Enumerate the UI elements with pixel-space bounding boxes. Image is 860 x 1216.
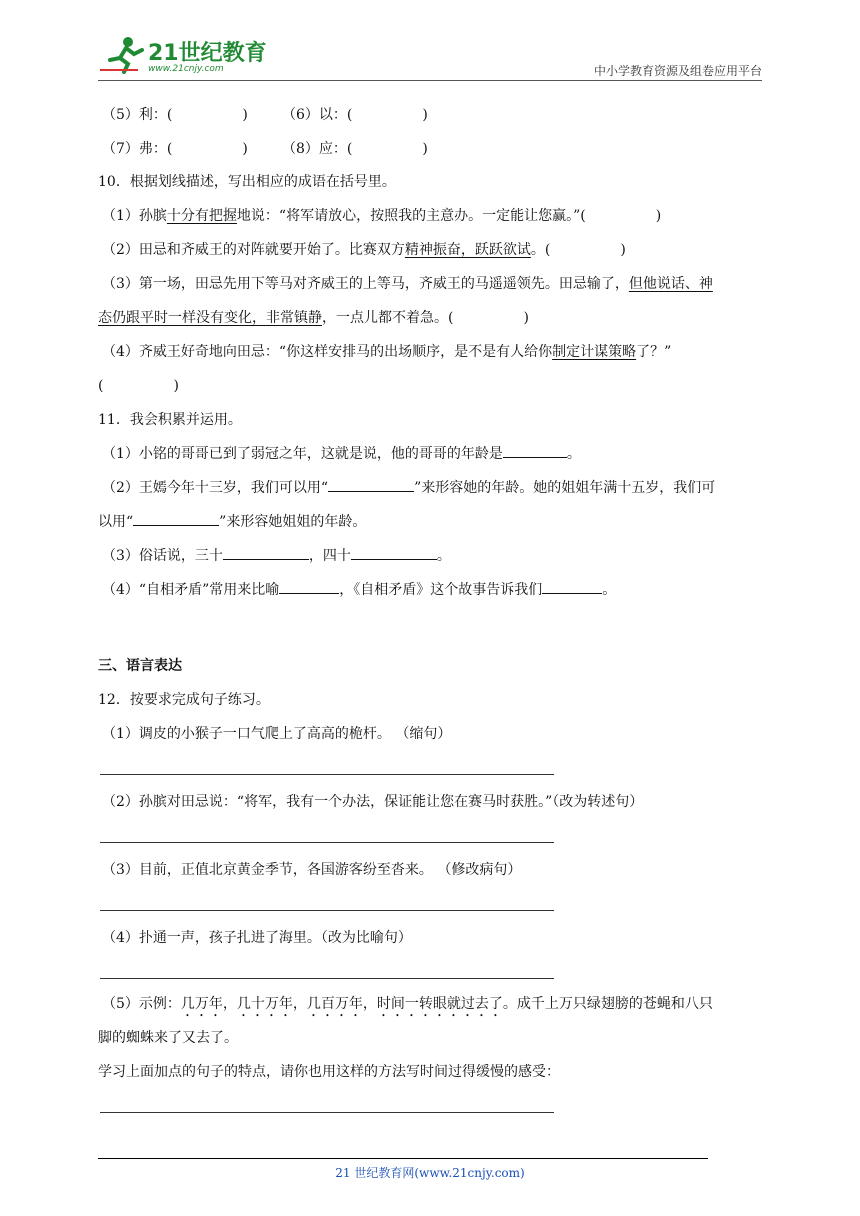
text-segment: （3）俗话说，三十 (102, 548, 223, 564)
text-segment: 。 (566, 446, 581, 462)
fill-blank[interactable] (542, 579, 602, 594)
fill-blank[interactable] (351, 545, 437, 560)
text-segment: （2）田忌和齐威王的对阵就要开始了。比赛双方 (102, 242, 405, 258)
q12-item-5-line-2: 脚的蜘蛛来了又去了。 (98, 1030, 238, 1046)
fill-blank[interactable] (223, 545, 309, 560)
page-footer[interactable]: 21 世纪教育网(www.21cnjy.com) (335, 1166, 525, 1180)
q11-sentence-1 (102, 443, 581, 464)
q11-title: 11．我会积累并运用。 (98, 412, 242, 428)
q12-title: 12．按要求完成句子练习。 (98, 692, 270, 708)
text-segment: ，一点儿都不着急。( ) (322, 310, 529, 326)
dotted-emphasis-phrase: 几万年，几十万年，几百万年，时间一转眼就过去了 (180, 996, 503, 1012)
text-segment: 了？” (636, 344, 672, 360)
answer-line[interactable] (100, 1112, 554, 1113)
text-segment: （4）“自相矛盾”常用来比喻 (102, 582, 280, 598)
text-segment: 。 (602, 582, 617, 598)
text-segment: ，四十 (308, 548, 351, 564)
fill-blank[interactable] (133, 511, 219, 526)
text-segment: （5）示例： (102, 996, 181, 1012)
platform-title: 中小学教育资源及组卷应用平台 (593, 64, 762, 78)
q9-item-6: （6）以：( ) (282, 107, 428, 123)
text-segment: ，《自相矛盾》这个故事告诉我们 (339, 582, 543, 598)
q9-item-8: （8）应：( ) (282, 141, 428, 157)
q9-item-5: （5）利：( ) (102, 107, 248, 123)
text-segment: 。 (436, 548, 451, 564)
text-segment: （1）小铭的哥哥已到了弱冠之年，这就是说，他的哥哥的年龄是 (102, 446, 503, 462)
underlined-phrase: 精神振奋，跃跃欲试 (404, 242, 531, 258)
q12-item-5-line-1 (102, 994, 713, 1020)
text-segment: ”来形容她姐姐的年龄。 (219, 514, 367, 530)
underlined-phrase: 制定计谋策略 (552, 344, 637, 360)
q10-sentence-3-line-1 (102, 274, 713, 294)
q10-sentence-2 (102, 240, 626, 260)
fill-blank[interactable] (328, 477, 414, 492)
q12-item-3: （3）目前，正值北京黄金季节，各国游客纷至沓来。 （修改病句） (102, 862, 522, 878)
text-segment: （3）第一场，田忌先用下等马对齐威王的上等马，齐威王的马遥遥领先。田忌输了， (102, 276, 629, 292)
underlined-phrase: 态仍跟平时一样没有变化，非常镇静 (98, 310, 322, 326)
text-segment: 地说：“将军请放心，按照我的主意办。一定能让您赢。”( ) (236, 208, 662, 224)
logo-url: www.21cnjy.com (148, 64, 224, 74)
underlined-phrase: 但他说话、神 (628, 276, 713, 292)
q11-sentence-3 (102, 545, 451, 566)
answer-line[interactable] (100, 774, 554, 775)
q11-sentence-4 (102, 579, 616, 600)
text-segment: （1）孙膑 (102, 208, 167, 224)
answer-line[interactable] (100, 978, 554, 979)
runner-logo-icon (98, 34, 148, 74)
logo-text: 21世纪教育 (148, 41, 267, 66)
q10-sentence-1 (102, 206, 661, 226)
page-header (98, 30, 762, 80)
q12-item-2: （2）孙膑对田忌说：“将军，我有一个办法，保证能让您在赛马时获胜。”（改为转述句） (102, 794, 644, 810)
q12-item-1: （1）调皮的小猴子一口气爬上了高高的桅杆。 （缩句） (102, 726, 452, 742)
header-divider (98, 80, 762, 81)
text-segment: 。( ) (530, 242, 626, 258)
text-segment: 。成千上万只绿翅膀的苍蝇和八只 (502, 996, 713, 1012)
q11-sentence-2-line-1 (102, 477, 715, 498)
q11-sentence-2-line-2 (98, 511, 366, 532)
site-logo (98, 34, 268, 76)
fill-blank[interactable] (279, 579, 339, 594)
q10-sentence-4 (102, 342, 671, 362)
text-segment: （2）王嫣今年十三岁，我们可以用“ (102, 480, 329, 496)
q10-sentence-3-line-2 (98, 308, 529, 328)
text-segment: 以用“ (98, 514, 134, 530)
q9-item-7: （7）弗：( ) (102, 141, 248, 157)
answer-line[interactable] (100, 910, 554, 911)
underlined-phrase: 十分有把握 (166, 208, 237, 224)
text-segment: ”来形容她的年龄。她的姐姐年满十五岁，我们可 (414, 480, 716, 496)
q12-item-4: （4）扑通一声，孩子扎进了海里。（改为比喻句） (102, 930, 412, 946)
section-heading: 三、语言表达 (98, 658, 182, 674)
q12-item-5-instruction: 学习上面加点的句子的特点，请你也用这样的方法写时间过得缓慢的感受： (98, 1064, 560, 1080)
q10-answer-paren: ( ) (98, 378, 179, 394)
q10-title: 10．根据划线描述，写出相应的成语在括号里。 (98, 174, 396, 190)
footer-divider (98, 1158, 708, 1159)
answer-line[interactable] (100, 842, 554, 843)
text-segment: （4）齐威王好奇地向田忌：“你这样安排马的出场顺序，是不是有人给你 (102, 344, 553, 360)
fill-blank[interactable] (503, 443, 567, 458)
